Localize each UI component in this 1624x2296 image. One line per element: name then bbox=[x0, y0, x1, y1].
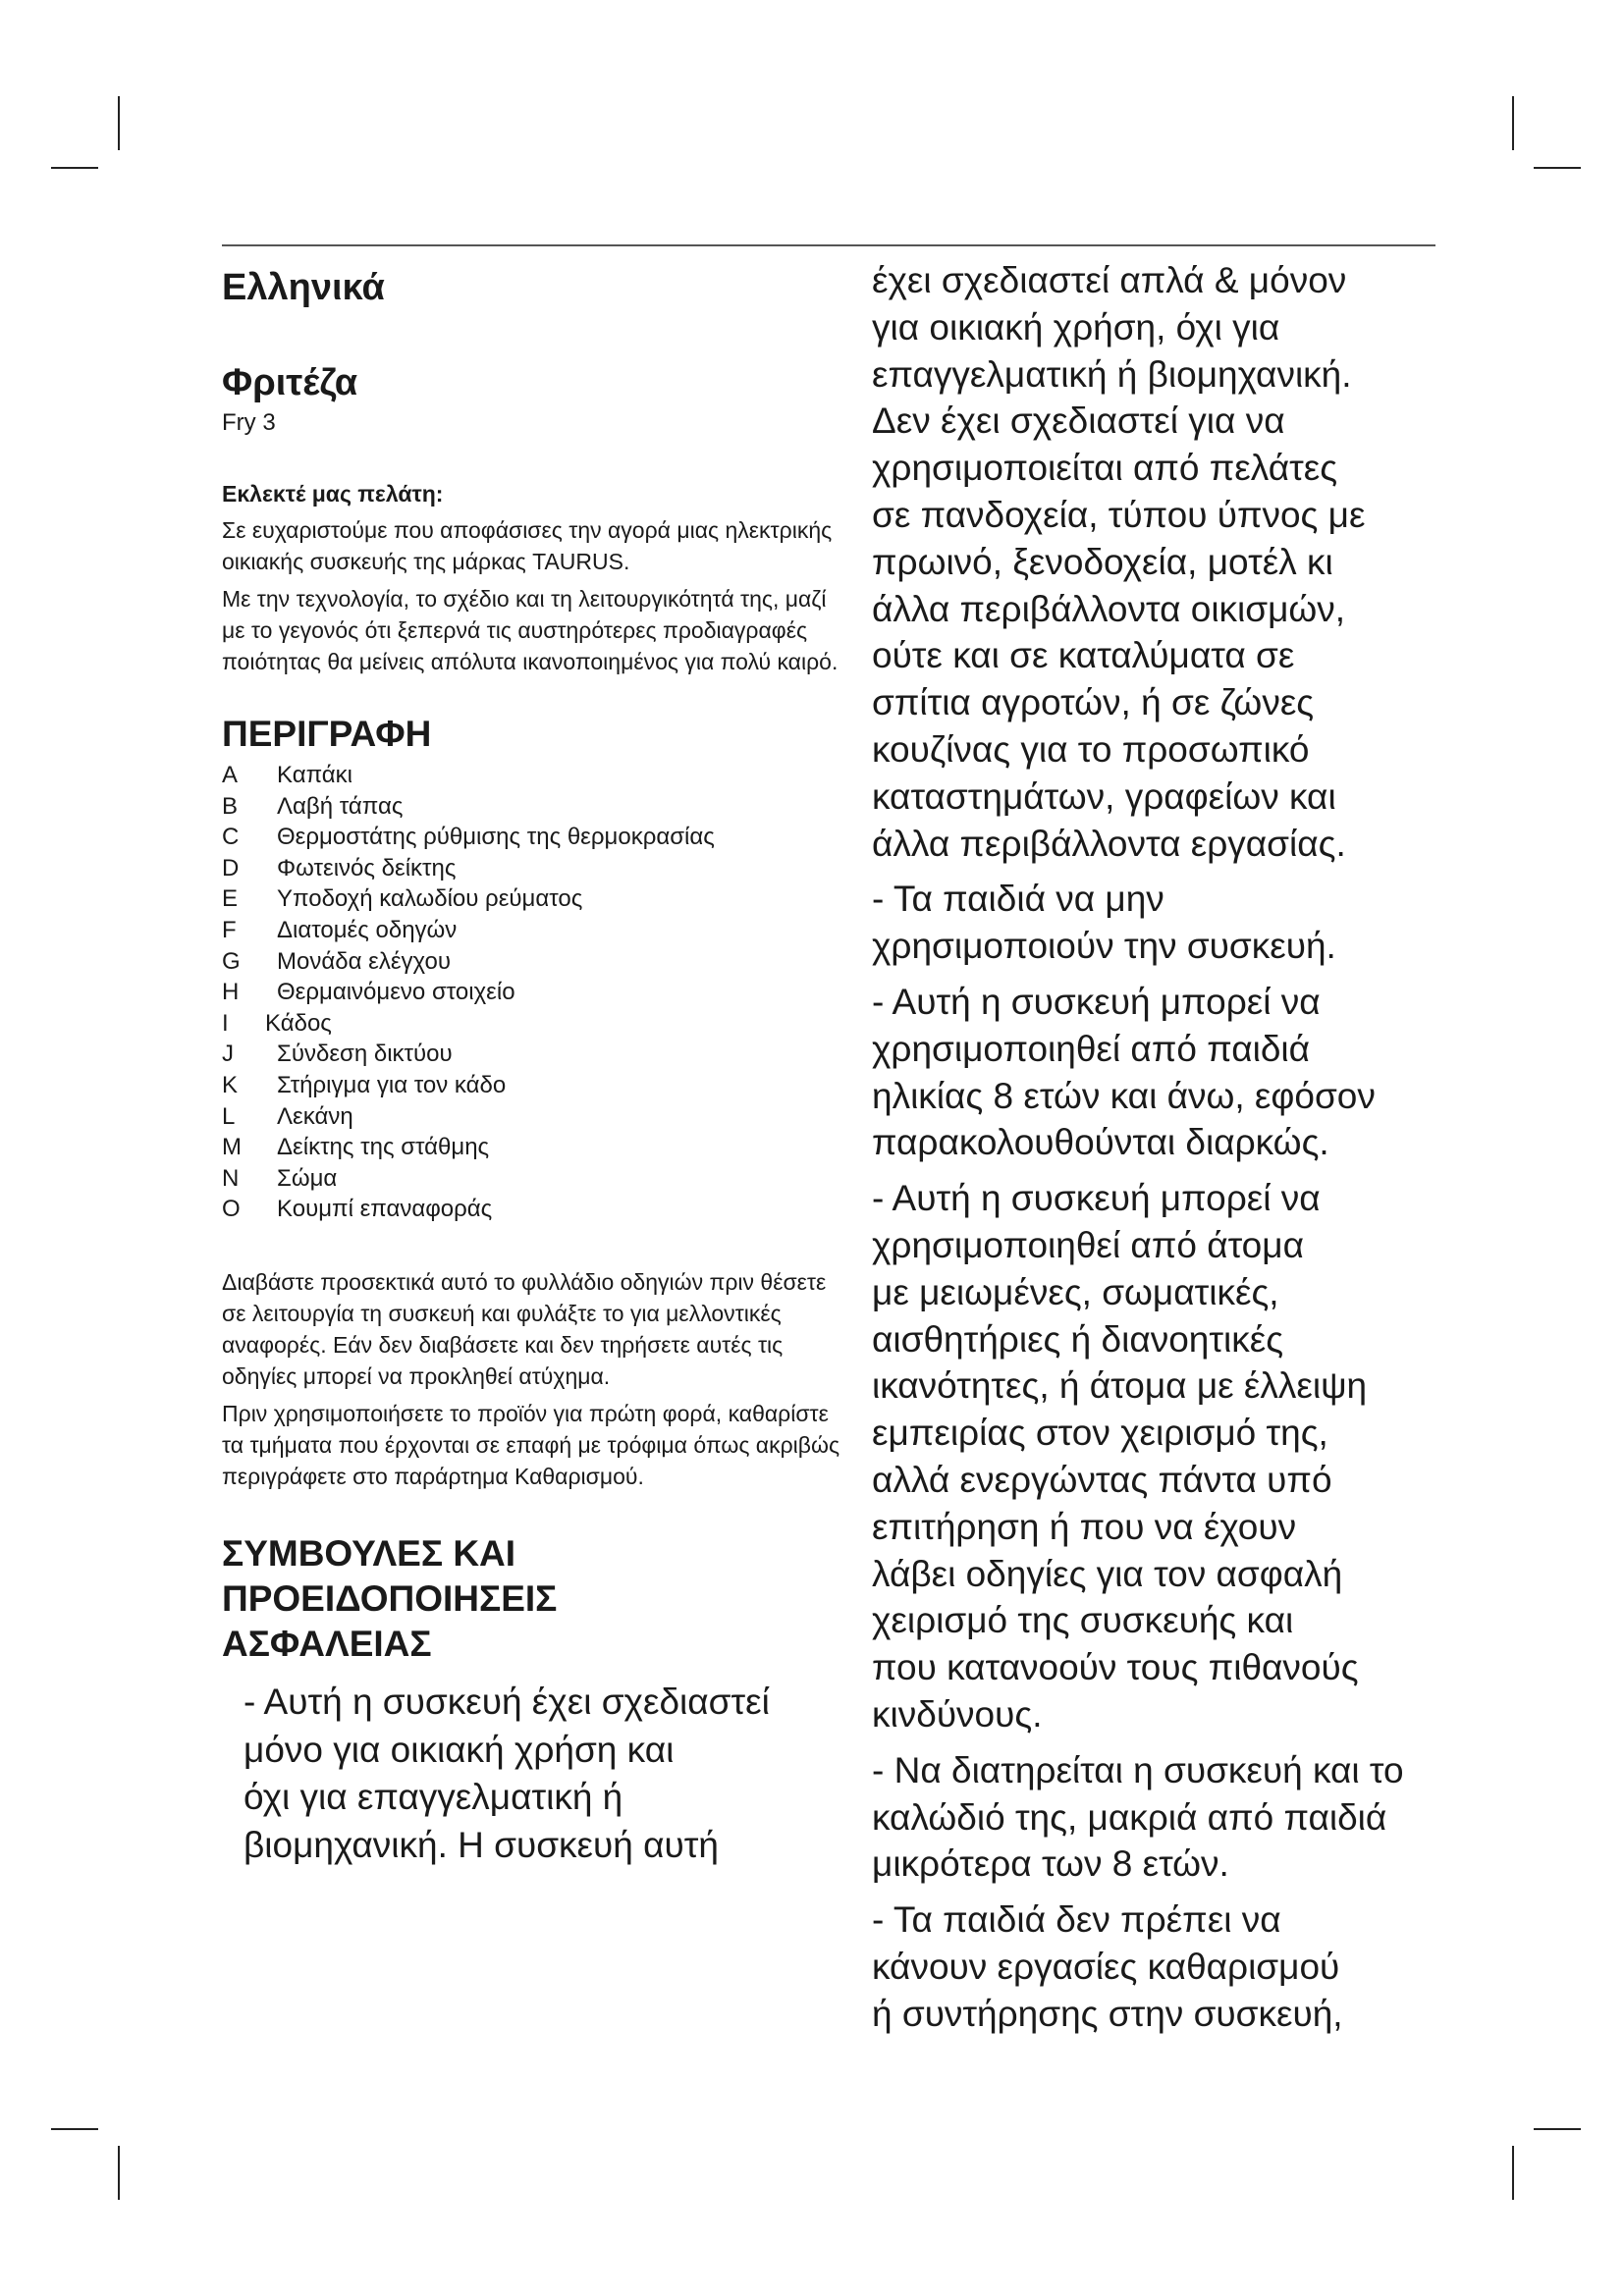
part-letter: K bbox=[222, 1071, 239, 1098]
text-line: Δεν έχει σχεδιαστεί για να bbox=[872, 400, 1285, 442]
text-line: κινδύνους. bbox=[872, 1693, 1043, 1735]
part-label: Διατομές οδηγών bbox=[277, 916, 458, 943]
text-line: ικανότητες, ή άτομα με έλλειψη bbox=[872, 1365, 1368, 1407]
text-line: έχει σχεδιαστεί απλά & μόνον bbox=[872, 260, 1347, 300]
right-column bbox=[872, 257, 1481, 2046]
part-item bbox=[222, 1194, 850, 1225]
part-letter: L bbox=[222, 1102, 236, 1130]
text-line: όχι για επαγγελματική ή bbox=[244, 1777, 623, 1818]
text-line: - Αυτή η συσκευή μπορεί να bbox=[872, 1178, 1321, 1219]
text-line: σπίτια αγροτών, ή σε ζώνες bbox=[872, 682, 1315, 723]
safety-item bbox=[222, 1679, 850, 1869]
part-label: Δείκτης της στάθμης bbox=[277, 1134, 490, 1161]
text-line: ούτε και σε καταλύματα σε bbox=[872, 635, 1295, 676]
part-item bbox=[222, 1101, 850, 1133]
safety-title-line: ΠΡΟΕΙΔΟΠΟΙΗΣΕΙΣ bbox=[222, 1577, 558, 1619]
part-item bbox=[222, 760, 850, 791]
part-letter: M bbox=[222, 1134, 242, 1161]
text-line: καταστημάτων, γραφείων και bbox=[872, 775, 1336, 817]
part-letter: F bbox=[222, 916, 237, 943]
part-letter: C bbox=[222, 824, 240, 851]
part-label: Στήριγμα για τον κάδο bbox=[277, 1071, 507, 1098]
part-label: Σώμα bbox=[277, 1164, 338, 1192]
crop-mark-top-right-v bbox=[1512, 96, 1514, 150]
part-item bbox=[222, 791, 850, 823]
part-letter: J bbox=[222, 1041, 234, 1068]
part-letter: E bbox=[222, 885, 239, 913]
text-line: αισθητήριες ή διανοητικές bbox=[872, 1318, 1284, 1360]
crop-mark-bottom-left-h bbox=[51, 2128, 98, 2130]
part-label: Καπάκι bbox=[277, 762, 353, 788]
left-column bbox=[222, 257, 850, 1877]
part-letter: N bbox=[222, 1164, 240, 1192]
part-label: Φωτεινός δείκτης bbox=[277, 854, 457, 881]
part-letter: B bbox=[222, 792, 239, 820]
text-line: - Τα παιδιά να μην bbox=[872, 879, 1164, 920]
parts-list bbox=[222, 760, 850, 1225]
part-letter: I bbox=[222, 1009, 229, 1037]
part-letter: H bbox=[222, 979, 240, 1006]
text-line: καλώδιό της, μακριά από παιδιά bbox=[872, 1796, 1387, 1838]
text-line: που κατανοούν τους πιθανούς bbox=[872, 1647, 1359, 1688]
part-item bbox=[222, 822, 850, 853]
part-letter: D bbox=[222, 854, 240, 881]
crop-mark-top-right-h bbox=[1534, 167, 1581, 169]
crop-mark-bottom-right-h bbox=[1534, 2128, 1581, 2130]
part-item bbox=[222, 915, 850, 946]
text-line: χειρισμό της συσκευής και bbox=[872, 1600, 1294, 1641]
text-line: χρησιμοποιούν την συσκευή. bbox=[872, 926, 1336, 967]
part-item bbox=[222, 977, 850, 1008]
intro-paragraph: Με την τεχνολογία, το σχέδιο και τη λειτουργικότητά της, μαζί με το γεγονός ότι ξεπερνά τις αυστηρότερες προδιαγραφές ποιότητας θα μείνεις απόλυτα ικανοποιημένος για πολύ καιρό. bbox=[222, 586, 839, 674]
text-line: με μειωμένες, σωματικές, bbox=[872, 1271, 1279, 1312]
text-line: μόνο για οικιακή χρήση και bbox=[244, 1729, 675, 1770]
part-item bbox=[222, 1132, 850, 1163]
text-line: - Τα παιδιά δεν πρέπει να bbox=[872, 1899, 1281, 1941]
text-line: χρησιμοποιείται από πελάτες bbox=[872, 448, 1338, 489]
part-item bbox=[222, 883, 850, 915]
text-line: επαγγελματική ή βιομηχανική. bbox=[872, 353, 1352, 395]
safety-title-line: ΣΥΜΒΟΥΛΕΣ ΚΑΙ bbox=[222, 1532, 516, 1574]
part-item bbox=[222, 853, 850, 884]
instructions-paragraph: Διαβάστε προσεκτικά αυτό το φυλλάδιο οδηγιών πριν θέσετε σε λειτουργία τη συσκευή και φυλάξτε το για μελλοντικές αναφορές. Εάν δεν διαβάσετε και δεν τηρήσετε αυτές τις οδηγίες μπορεί να προκληθεί ατύχημα. bbox=[222, 1268, 827, 1389]
part-item bbox=[222, 1163, 850, 1195]
crop-mark-top-left-h bbox=[51, 167, 98, 169]
text-line: επιτήρηση ή που να έχουν bbox=[872, 1506, 1297, 1547]
safety-item bbox=[872, 876, 1481, 970]
text-line: χρησιμοποιηθεί από άτομα bbox=[872, 1224, 1304, 1265]
part-letter: O bbox=[222, 1196, 241, 1223]
text-line: αλλά ενεργώντας πάντα υπό bbox=[872, 1459, 1332, 1500]
safety-item bbox=[872, 1896, 1481, 2037]
text-line: κουζίνας για το προσωπικό bbox=[872, 728, 1310, 770]
text-line: κάνουν εργασίες καθαρισμού bbox=[872, 1946, 1340, 1987]
instructions-paragraph: Πριν χρησιμοποιήσετε το προϊόν για πρώτη φορά, καθαρίστε τα τμήματα που έρχονται σε επαφή με τρόφιμα όπως ακριβώς περιγράφετε στο παράρτημα Καθαρισμού. bbox=[222, 1400, 840, 1489]
safety-title-line: ΑΣΦΑΛΕΙΑΣ bbox=[222, 1623, 432, 1664]
crop-mark-bottom-right-v bbox=[1512, 2146, 1514, 2200]
text-line: βιομηχανική. Η συσκευή αυτή bbox=[244, 1824, 719, 1865]
text-line: ή συντήρησης στην συσκευή, bbox=[872, 1993, 1343, 2034]
text-line: - Αυτή η συσκευή έχει σχεδιαστεί bbox=[244, 1681, 770, 1722]
model-name: Fry 3 bbox=[222, 409, 276, 436]
part-label: Λεκάνη bbox=[277, 1102, 353, 1130]
crop-mark-bottom-left-v bbox=[118, 2146, 120, 2200]
safety-item bbox=[872, 979, 1481, 1166]
part-letter: A bbox=[222, 762, 239, 788]
text-line: άλλα περιβάλλοντα οικισμών, bbox=[872, 588, 1346, 629]
part-label: Θερμαινόμενο στοιχείο bbox=[277, 979, 515, 1006]
product-title: Φριτέζα bbox=[222, 362, 358, 403]
part-letter: G bbox=[222, 947, 241, 975]
text-line: - Αυτή η συσκευή μπορεί να bbox=[872, 981, 1321, 1022]
greeting: Εκλεκτέ μας πελάτη: bbox=[222, 481, 444, 507]
text-line: για οικιακή χρήση, όχι για bbox=[872, 306, 1280, 347]
part-label: Κουμπί επαναφοράς bbox=[277, 1196, 493, 1223]
text-line: ηλικίας 8 ετών και άνω, εφόσον bbox=[872, 1075, 1376, 1116]
part-item bbox=[222, 946, 850, 978]
part-label: Κάδος bbox=[265, 1009, 332, 1037]
part-item bbox=[222, 1070, 850, 1101]
text-line: πρωινό, ξενοδοχεία, μοτέλ κι bbox=[872, 541, 1333, 582]
text-line: χρησιμοποιηθεί από παιδιά bbox=[872, 1028, 1311, 1069]
part-label: Λαβή τάπας bbox=[277, 792, 404, 820]
text-line: παρακολουθούνται διαρκώς. bbox=[872, 1122, 1329, 1163]
text-line: εμπειρίας στον χειρισμό της, bbox=[872, 1413, 1328, 1454]
part-label: Σύνδεση δικτύου bbox=[277, 1041, 453, 1068]
part-item bbox=[222, 1039, 850, 1070]
text-line: άλλα περιβάλλοντα εργασίας. bbox=[872, 823, 1346, 864]
text-line: μικρότερα των 8 ετών. bbox=[872, 1843, 1229, 1885]
language-heading: Ελληνικά bbox=[222, 267, 385, 308]
safety-item bbox=[872, 1747, 1481, 1888]
text-line: - Να διατηρείται η συσκευή και το bbox=[872, 1749, 1404, 1790]
part-item bbox=[222, 1008, 850, 1040]
text-line: λάβει οδηγίες για τον ασφαλή bbox=[872, 1553, 1343, 1594]
intro-paragraph: Σε ευχαριστούμε που αποφάσισες την αγορά μιας ηλεκτρικής οικιακής συσκευής της μάρκας TAURUS. bbox=[222, 517, 833, 574]
safety-item-continued bbox=[872, 257, 1481, 867]
crop-mark-top-left-v bbox=[118, 96, 120, 150]
part-label: Θερμοστάτης ρύθμισης της θερμοκρασίας bbox=[277, 824, 715, 851]
part-label: Μονάδα ελέγχου bbox=[277, 947, 451, 975]
safety-title bbox=[222, 1531, 850, 1667]
description-title: ΠΕΡΙΓΡΑΦΗ bbox=[222, 714, 432, 754]
part-label: Υποδοχή καλωδίου ρεύματος bbox=[277, 885, 583, 913]
header-rule bbox=[222, 244, 1435, 246]
safety-item bbox=[872, 1175, 1481, 1738]
text-line: σε πανδοχεία, τύπου ύπνος με bbox=[872, 494, 1366, 535]
